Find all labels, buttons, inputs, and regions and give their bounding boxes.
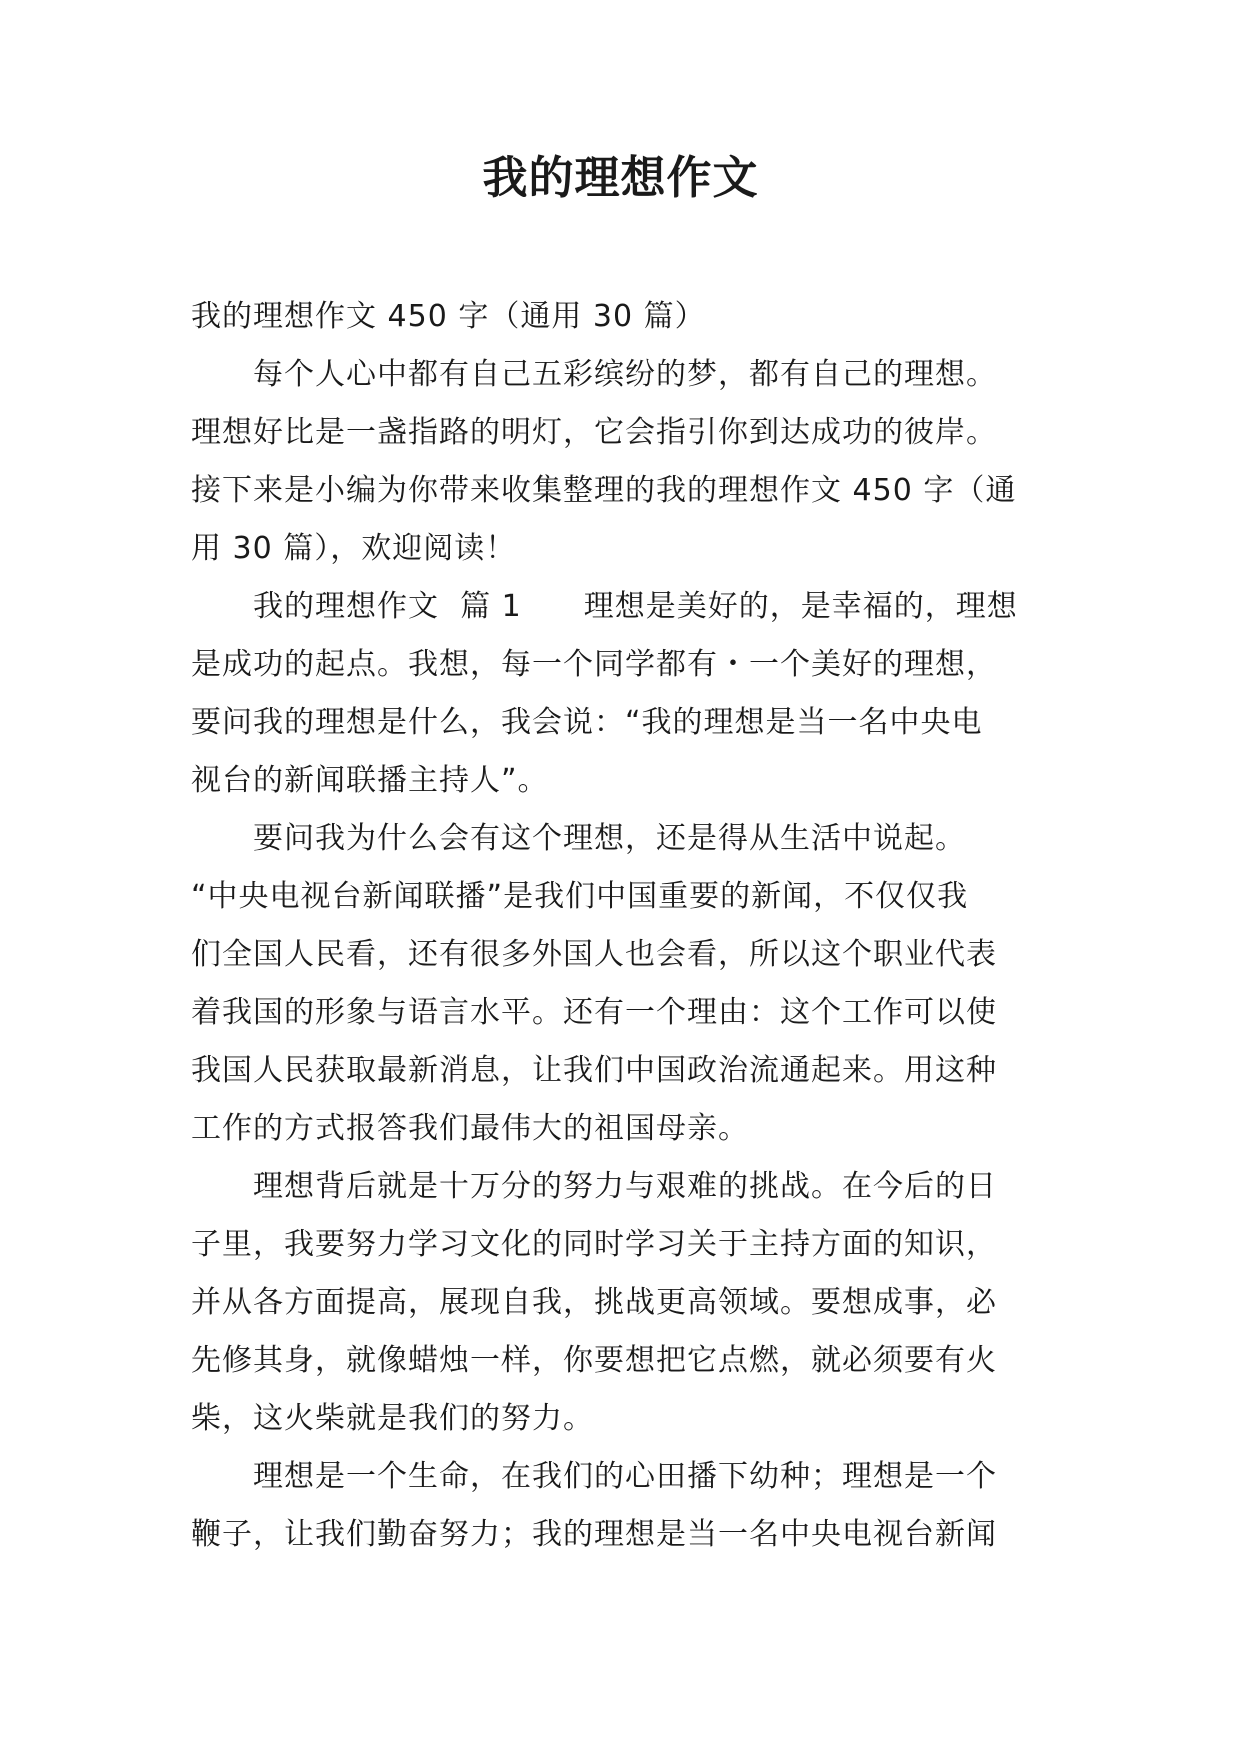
text-line: “中央电视台新闻联播”是我们中国重要的新闻，不仅仅我 xyxy=(191,879,969,914)
text-line: 要问我为什么会有这个理想，还是得从生活中说起。 xyxy=(191,821,966,856)
text-line: 理想是一个生命，在我们的心田播下幼种；理想是一个 xyxy=(191,1459,997,1494)
text-line: 子里，我要努力学习文化的同时学习关于主持方面的知识， xyxy=(191,1227,997,1262)
text-line: 着我国的形象与语言水平。还有一个理由：这个工作可以使 xyxy=(191,995,997,1030)
document-body xyxy=(191,288,1051,1564)
document-title: 我的理想作文 xyxy=(482,151,759,204)
text-line: 我的理想作文 篇 1 理想是美好的，是幸福的，理想 xyxy=(191,589,1018,624)
text-line: 柴，这火柴就是我们的努力。 xyxy=(191,1401,594,1436)
text-line: 视台的新闻联播主持人”。 xyxy=(191,763,549,798)
text-line: 并从各方面提高，展现自我，挑战更高领域。要想成事，必 xyxy=(191,1285,997,1320)
text-line: 是成功的起点。我想，每一个同学都有・一个美好的理想， xyxy=(191,647,997,682)
text-line: 鞭子，让我们勤奋努力；我的理想是当一名中央电视台新闻 xyxy=(191,1517,997,1552)
text-line: 工作的方式报答我们最伟大的祖国母亲。 xyxy=(191,1111,749,1146)
text-line: 先修其身，就像蜡烛一样，你要想把它点燃，就必须要有火 xyxy=(191,1343,997,1378)
text-line: 要问我的理想是什么，我会说：“我的理想是当一名中央电 xyxy=(191,705,983,740)
subtitle-line: 我的理想作文 450 字（通用 30 篇） xyxy=(191,299,706,334)
text-line: 我国人民获取最新消息，让我们中国政治流通起来。用这种 xyxy=(191,1053,997,1088)
text-line: 们全国人民看，还有很多外国人也会看，所以这个职业代表 xyxy=(191,937,997,972)
text-line: 每个人心中都有自己五彩缤纷的梦，都有自己的理想。 xyxy=(191,357,997,392)
text-line: 用 30 篇），欢迎阅读！ xyxy=(191,531,517,566)
text-line: 理想背后就是十万分的努力与艰难的挑战。在今后的日 xyxy=(191,1169,997,1204)
text-line: 接下来是小编为你带来收集整理的我的理想作文 450 字（通 xyxy=(191,473,1017,508)
text-line: 理想好比是一盏指路的明灯，它会指引你到达成功的彼岸。 xyxy=(191,415,997,450)
